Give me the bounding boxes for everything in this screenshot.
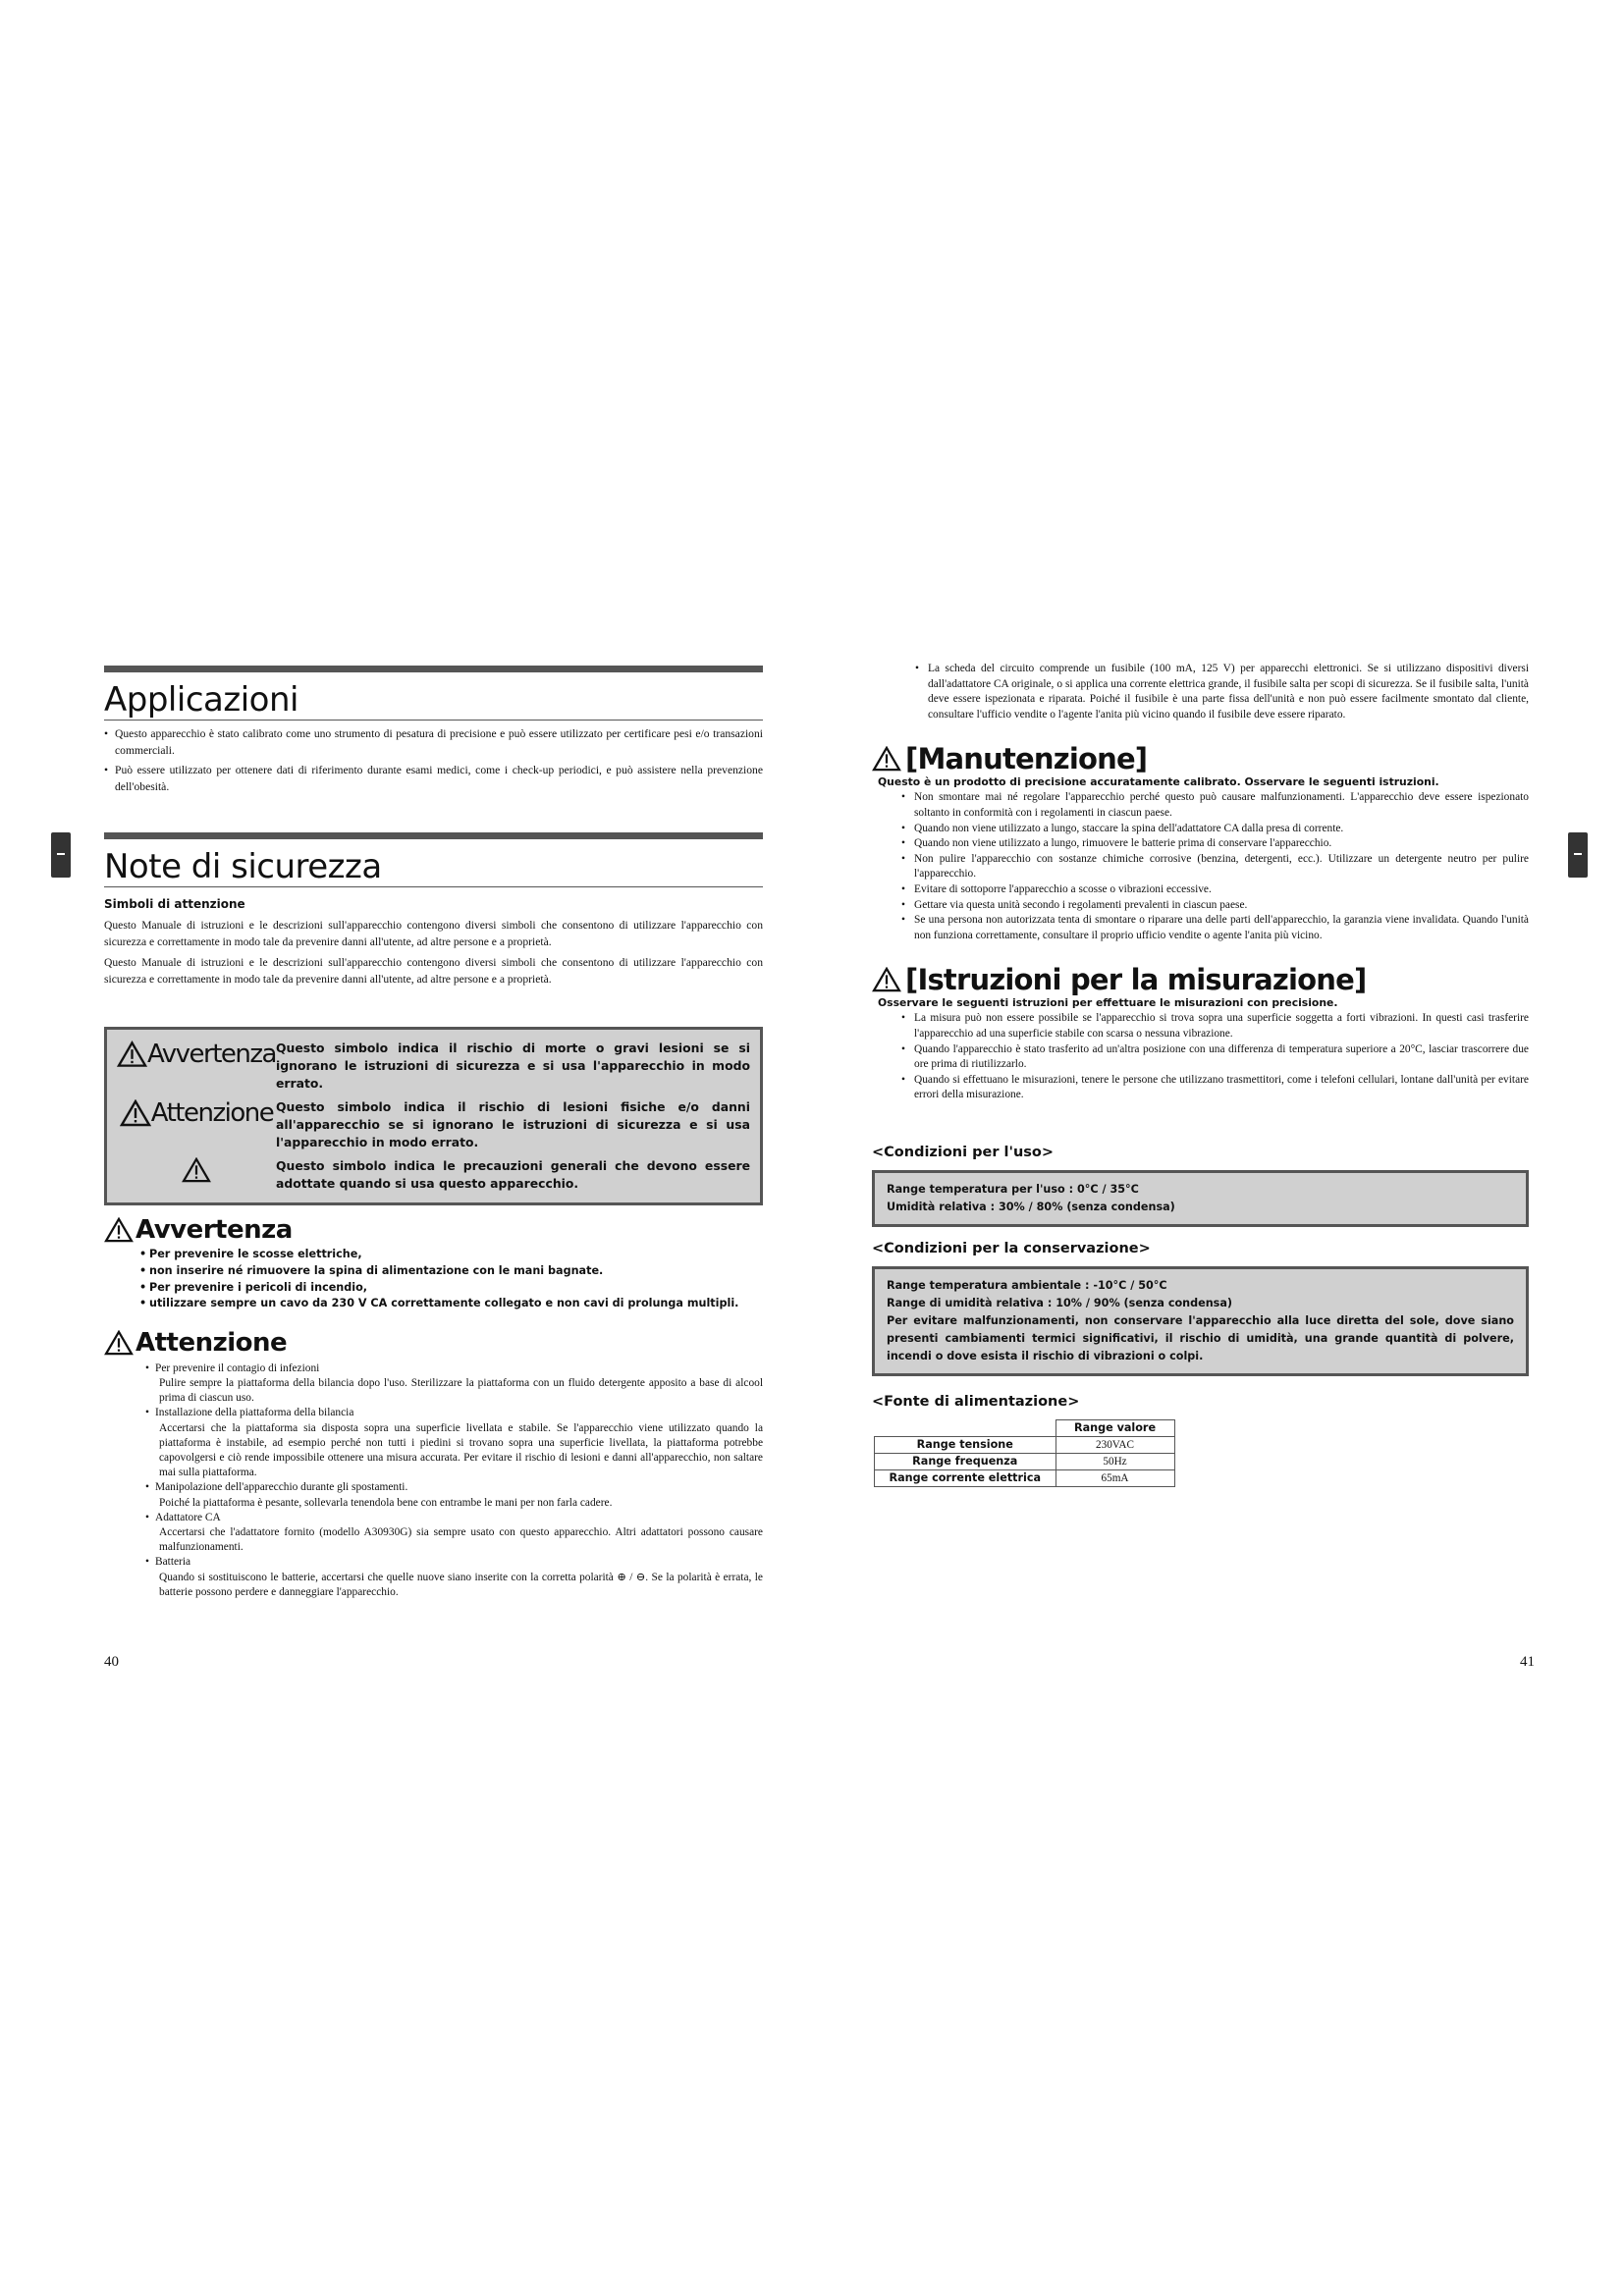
caution-triangle-icon	[872, 967, 901, 992]
caution-triangle-icon	[872, 746, 901, 772]
condizioni-conservazione-box	[872, 1266, 1529, 1376]
page-number-right: 41	[1520, 1654, 1535, 1670]
attenzione-description: Questo simbolo indica il rischio di lesioni fisiche e/o danni all'apparecchio se si ignorano le istruzioni di sicurezza e si usa l'apparecchio in modo errato.	[276, 1099, 750, 1150]
simboli-subtitle: Simboli di attenzione	[104, 897, 245, 912]
manutenzione-title: [Manutenzione]	[905, 742, 1148, 776]
istruzioni-heading	[872, 963, 1529, 996]
table-cell-value: 65mA	[1056, 1469, 1174, 1486]
table-cell-label: Range corrente elettrica	[875, 1469, 1056, 1486]
list-item: • Può essere utilizzato per ottenere dati di riferimento durante esami medici, come i check-up periodici, e può assistere nella prevenzione dell'obesità.	[104, 763, 763, 795]
warnbox-row-attenzione	[117, 1098, 750, 1151]
list-item: • Se una persona non autorizzata tenta di smontare o riparare una delle parti dell'apparecchio, la garanzia viene invalidata. Quando l'unità non funziona correttamente, consultare il proprio ufficio vendite o agente l'anita più vicino.	[901, 913, 1529, 943]
table-row	[875, 1469, 1175, 1486]
list-item-detail: • utilizzare sempre un cavo da 230 V CA correttamente collegato e non cavi di prolunga multipli.	[139, 1296, 763, 1312]
list-item: • La misura può non essere possibile se l'apparecchio si trova sopra una superficie soggetta a forti vibrazioni. In questi casi trasferire l'apparecchio ad una superficie stabile con scarsa o nessuna vibrazione.	[901, 1011, 1529, 1041]
list-item: • Installazione della piattaforma della bilancia	[145, 1406, 763, 1420]
table-cell-value: 50Hz	[1056, 1453, 1174, 1469]
page-number-left: 40	[104, 1654, 119, 1670]
list-item: • Gettare via questa unità secondo i regolamenti prevalenti in ciascun paese.	[901, 898, 1529, 914]
left-section-tab-marker	[51, 832, 71, 878]
avvertenza-title: Avvertenza	[135, 1215, 293, 1246]
note-paragraph: Questo Manuale di istruzioni e le descrizioni sull'apparecchio contengono diversi simboli che consentono di utilizzare l'apparecchio con sicurezza e correttamente in modo tale da prevenire danni all'utente, ad altre persone e a proprietà.	[104, 919, 763, 949]
istruzioni-title: [Istruzioni per la misurazione]	[905, 963, 1367, 997]
attenzione-heading	[104, 1328, 763, 1358]
list-item: • Quando non viene utilizzato a lungo, rimuovere le batterie prima di conservare l'apparecchio.	[901, 836, 1529, 852]
list-item-detail: Quando si sostituiscono le batterie, accertarsi che quelle nuove siano inserite con la corretta polarità ⊕ / ⊖. Se la polarità è errata, le batterie possono perdere e danneggiare l'apparecchio.	[159, 1571, 763, 1598]
warnbox-row-avvertenza	[117, 1040, 750, 1093]
manutenzione-list	[901, 790, 1529, 943]
condizioni-conservazione-line: Per evitare malfunzionamenti, non conservare l'apparecchio alla luce diretta del sole, dove siano presenti cambiamenti termici significativi, il rischio di umidità, una grande quantità di polvere, incendi o dove esista il rischio di vibrazioni o colpi.	[887, 1313, 1514, 1362]
list-item: • Quando si effettuano le misurazioni, tenere le persone che utilizzano trasmettitori, come i telefoni cellulari, lontane dall'unità per evitare errori della misurazione.	[901, 1073, 1529, 1103]
caution-triangle-icon	[104, 1330, 134, 1356]
table-cell-value: 230VAC	[1056, 1436, 1174, 1453]
table-header: Range valore	[1056, 1419, 1174, 1436]
general-caution-description: Questo simbolo indica le precauzioni generali che devono essere adottate quando si usa questo apparecchio.	[276, 1158, 750, 1192]
list-item-detail: Accertarsi che la piattaforma sia disposta sopra una superficie livellata e stabile. Se l'apparecchio viene utilizzato quando la piattaforma è instabile, ad esempio perché non tutti i piedini si trovano sopra una superficie livellata, la piattaforma potrebbe capovolgersi e ciò rende impossibile ottenere una misura accurata. Per evitare il rischio di lesioni e danni all'apparecchio, non saltare mai sulla piattaforma.	[159, 1421, 763, 1479]
warnbox-row-general	[117, 1157, 750, 1193]
alimentazione-table	[874, 1419, 1175, 1487]
right-section-tab-marker	[1568, 832, 1588, 878]
attenzione-label: Attenzione	[150, 1098, 274, 1129]
list-item: • Non pulire l'apparecchio con sostanze chimiche corrosive (benzina, detergenti, ecc.). Utilizzare un detergente neutro per pulire l'apparecchio.	[901, 852, 1529, 882]
condizioni-conservazione-line: Range di umidità relativa : 10% / 90% (senza condensa)	[887, 1296, 1232, 1309]
warning-triangle-icon	[117, 1041, 147, 1068]
table-cell-label: Range tensione	[875, 1436, 1056, 1453]
avvertenza-heading	[104, 1215, 763, 1245]
table-row	[875, 1453, 1175, 1469]
list-item: • Quando non viene utilizzato a lungo, staccare la spina dell'adattatore CA dalla presa di corrente.	[901, 822, 1529, 837]
attenzione-title: Attenzione	[135, 1327, 288, 1358]
table-cell-label: Range frequenza	[875, 1453, 1056, 1469]
list-item: • La scheda del circuito comprende un fusibile (100 mA, 125 V) per apparecchi elettronici. Se si utilizzano dispositivi diversi dall'adattatore CA originale, o si applica una corrente elettrica grande, il fusibile salta per scopi di sicurezza. Se il fusibile salta, l'unità deve essere ispezionata e riparata. Poiché il fusibile è una parte fissa dell'unità e non può essere facilmente smontato dal cliente, consultare l'ufficio vendite o l'agente l'anita più vicino quando il fusibile deve essere riparato.	[915, 662, 1529, 722]
warning-triangle-icon	[104, 1217, 134, 1243]
table-row	[875, 1436, 1175, 1453]
fuse-note-list	[915, 662, 1529, 722]
condizioni-uso-box	[872, 1170, 1529, 1227]
condizioni-uso-line: Umidità relativa : 30% / 80% (senza condensa)	[887, 1200, 1175, 1213]
note-sicurezza-title: Note di sicurezza	[104, 832, 763, 887]
list-item-detail: Pulire sempre la piattaforma della bilancia dopo l'uso. Sterilizzare la piattaforma con un fluido detergente apposito a base di alcool prima di ciascun uso.	[159, 1376, 763, 1405]
note-paragraph: Questo Manuale di istruzioni e le descrizioni sull'apparecchio contengono diversi simboli che consentono di utilizzare l'apparecchio con sicurezza e correttamente in modo tale da prevenire danni all'utente, ad altre persone e a proprietà.	[104, 956, 763, 987]
list-item: • Batteria	[145, 1555, 763, 1570]
applicazioni-list	[104, 726, 763, 795]
table-row	[875, 1419, 1175, 1436]
list-item-detail: Poiché la piattaforma è pesante, sollevarla tenendola bene con entrambe le mani per non farla cadere.	[159, 1496, 613, 1509]
right-page	[872, 662, 1529, 1487]
istruzioni-subtitle: Osservare le seguenti istruzioni per effettuare le misurazioni con precisione.	[878, 996, 1338, 1010]
warning-symbols-box	[104, 1027, 763, 1205]
left-page	[104, 666, 763, 1600]
list-item: • Questo apparecchio è stato calibrato come uno strumento di pesatura di precisione e può essere utilizzato per certificare pesi e/o transazioni commerciali.	[104, 726, 763, 759]
applicazioni-title: Applicazioni	[104, 666, 763, 721]
condizioni-uso-title: <Condizioni per l'uso>	[872, 1144, 1055, 1160]
avvertenza-description: Questo simbolo indica il rischio di morte o gravi lesioni se si ignorano le istruzioni di sicurezza e si usa l'apparecchio in modo errato.	[276, 1041, 750, 1092]
alimentazione-title: <Fonte di alimentazione>	[872, 1393, 1080, 1410]
list-item: • Evitare di sottoporre l'apparecchio a scosse o vibrazioni eccessive.	[901, 882, 1529, 898]
list-item-detail: • non inserire né rimuovere la spina di alimentazione con le mani bagnate.	[139, 1263, 763, 1280]
list-item: • Per prevenire le scosse elettriche,	[139, 1247, 763, 1263]
list-item: • Non smontare mai né regolare l'apparecchio perché questo può causare malfunzionamenti. L'apparecchio deve essere ispezionato soltanto in conformità con i regolamenti in ciascun paese.	[901, 790, 1529, 821]
istruzioni-list	[901, 1011, 1529, 1103]
list-item: • Per prevenire i pericoli di incendio,	[139, 1280, 763, 1297]
manutenzione-subtitle: Questo è un prodotto di precisione accuratamente calibrato. Osservare le seguenti istruzioni.	[878, 775, 1439, 789]
avvertenza-label: Avvertenza	[147, 1040, 276, 1070]
avvertenza-list	[139, 1247, 763, 1311]
attenzione-list	[145, 1362, 763, 1600]
condizioni-uso-line: Range temperatura per l'uso : 0°C / 35°C	[887, 1182, 1139, 1196]
list-item: • Per prevenire il contagio di infezioni	[145, 1362, 763, 1376]
manutenzione-heading	[872, 742, 1529, 775]
caution-triangle-icon	[120, 1099, 151, 1127]
list-item: • Manipolazione dell'apparecchio durante gli spostamenti.	[145, 1480, 763, 1495]
list-item: • Quando l'apparecchio è stato trasferito ad un'altra posizione con una differenza di temperatura superiore a 20°C, lasciar trascorrere due ore prima di riutilizzarlo.	[901, 1042, 1529, 1073]
general-caution-icon	[182, 1157, 211, 1183]
list-item-detail: Accertarsi che l'adattatore fornito (modello A30930G) sia sempre usato con questo apparecchio. Altri adattatori possono causare malfunzionamenti.	[159, 1525, 763, 1554]
list-item: • Adattatore CA	[145, 1511, 763, 1525]
condizioni-conservazione-title: <Condizioni per la conservazione>	[872, 1240, 1151, 1256]
condizioni-conservazione-line: Range temperatura ambientale : -10°C / 50°C	[887, 1278, 1167, 1292]
